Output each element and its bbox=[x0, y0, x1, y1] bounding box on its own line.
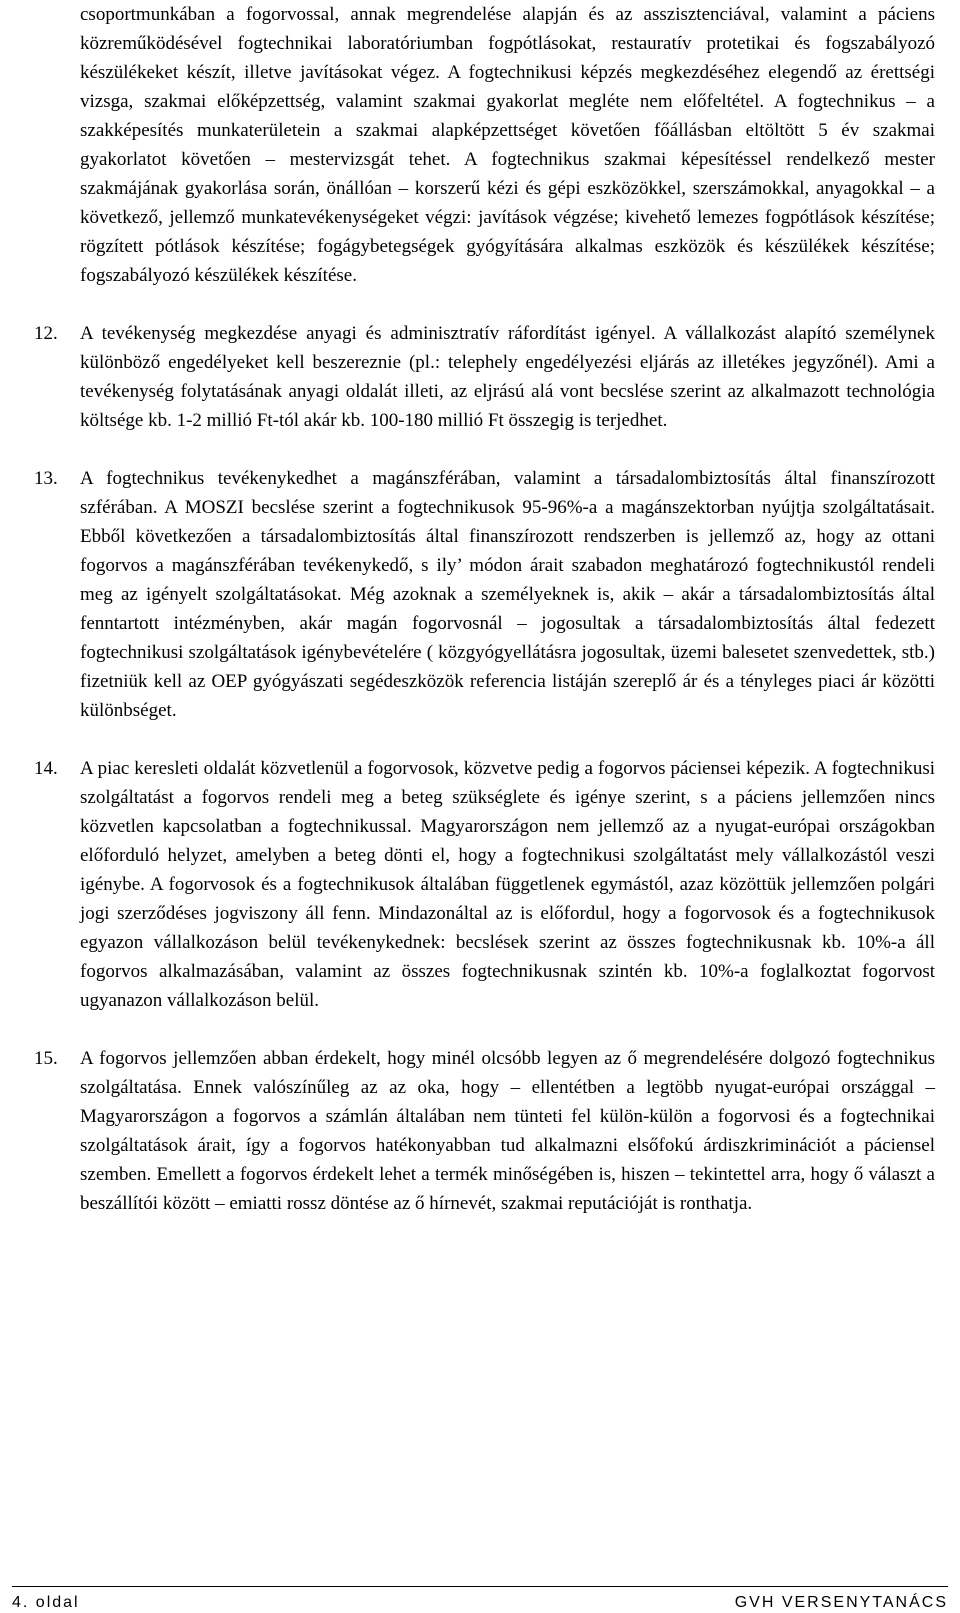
paragraph-number: 12. bbox=[34, 323, 58, 344]
numbered-paragraph-12 bbox=[34, 319, 935, 435]
intro-paragraph: csoportmunkában a fogorvossal, annak megrendelése alapján és az asszisztenciával, valamint a páciens közreműködésével fogtechnikai laboratóriumban fogpótlásokat, restauratív protetikai és fogszabályozó készülékeket készít, illetve javításokat végez. A fogtechnikusi képzés megkezdéséhez elegendő az érettségi vizsga, szakmai előképzettség, valamint szakmai gyakorlat megléte nem előfeltétel. A fogtechnikus – a szakképesítés munkaterületein a szakmai alapképzettséget követően főállásban eltöltött 5 év szakmai gyakorlatot követően – mestervizsgát tehet. A fogtechnikus szakmai képesítéssel rendelkező mester szakmájának gyakorlása során, önállóan – korszerű kézi és gépi eszközökkel, szerszámokkal, anyagokkal – a következő, jellemző munkatevékenységeket végzi: javítások végzése; kivehető lemezes fogpótlások készítése; rögzített pótlások készítése; fogágybetegségek gyógyítására alkalmas eszközök és készülékek készítése; fogszabályozó készülékek készítése. bbox=[80, 4, 935, 286]
numbered-paragraph-13 bbox=[34, 464, 935, 725]
paragraph-number: 15. bbox=[34, 1048, 58, 1069]
document-body bbox=[34, 0, 935, 1218]
paragraph-text: A piac keresleti oldalát közvetlenül a fogorvosok, közvetve pedig a fogorvos páciensei képezik. A fogtechnikusi szolgáltatást a fogorvos rendeli meg a beteg szükséglete és igénye szerint, s a páciens jellemzően nincs közvetlen kapcsolatban a fogtechnikussal. Magyarországon nem jellemző az a nyugat-európai országokban előforduló helyzet, amelyben a beteg dönti el, hogy a fogtechnikusi szolgáltatást mely vállalkozástól veszi igénybe. A fogorvosok és a fogtechnikusok általában függetlenek egymástól, azaz közöttük jellemzően polgári jogi szerződéses jogviszony áll fenn. Mindazonáltal az is előfordul, hogy a fogorvosok és a fogtechnikusok egyazon vállalkozáson belül tevékenykednek: becslések szerint az összes fogtechnikusnak kb. 10%-a áll fogorvos alkalmazásában, valamint az összes fogtechnikusnak szintén kb. 10%-a foglalkoztat fogorvost ugyanazon vállalkozáson belül. bbox=[80, 758, 935, 1011]
paragraph-text: A fogorvos jellemzően abban érdekelt, hogy minél olcsóbb legyen az ő megrendelésére dolgozó fogtechnikus szolgáltatása. Ennek valószínűleg az az oka, hogy – ellentétben a legtöbb nyugat-európai országgal – Magyarországon a fogorvos a számlán általában nem tünteti fel külön-külön a fogorvosi és a fogtechnikai szolgáltatások árait, így a fogorvos hatékonyabban tud alkalmazni elsőfokú árdiszkriminációt a páciensel szemben. Emellett a fogorvos érdekelt lehet a termék minőségében is, hiszen – tekintettel arra, hogy ő választ a beszállítói között – emiatti rossz döntése az ő hírnevét, szakmai reputációját is ronthatja. bbox=[80, 1048, 935, 1214]
paragraph-number: 13. bbox=[34, 468, 58, 489]
organization-name: GVH VERSENYTANÁCS bbox=[734, 1594, 948, 1611]
numbered-paragraph-14 bbox=[34, 754, 935, 1015]
numbered-paragraph-15 bbox=[34, 1044, 935, 1218]
paragraph-text: A fogtechnikus tevékenykedhet a magánszférában, valamint a társadalombiztosítás által finanszírozott szférában. A MOSZI becslése szerint a fogtechnikusok 95-96%-a a magánszektorban nyújtja szolgáltatásait. Ebből következően a társadalombiztosítás által finanszírozott rendszerben is jellemző az, hogy az ottani fogorvos a magánszférában tevékenykedő, s ily’ módon árait szabadon meghatározó fogtechnikustól rendeli meg az igényelt szolgáltatásokat. Még azoknak a személyeknek is, akik – akár a társadalombiztosítás által fenntartott intézményben, akár magán fogorvosnál – jogosultak a társadalombiztosítás által fedezett fogtechnikusi szolgáltatások igénybevételére ( közgyógyellátásra jogosultak, üzemi balesetet szenvedettek, stb.) fizetniük kell az OEP gyógyászati segédeszközök referencia listáján szereplő ár és a tényleges piaci ár közötti különbséget. bbox=[80, 468, 935, 721]
footer-divider bbox=[12, 1586, 948, 1587]
page-number: 4. oldal bbox=[12, 1594, 80, 1611]
paragraph-text: A tevékenység megkezdése anyagi és adminisztratív ráfordítást igényel. A vállalkozást alapító személynek különböző engedélyeket kell beszereznie (pl.: telephely engedélyezési eljárás az illetékes jegyzőnél). Ami a tevékenység folytatásának anyagi oldalát illeti, az eljrású alá vont becslése szerint az alkalmazott technológia költsége kb. 1-2 millió Ft-tól akár kb. 100-180 millió Ft összegig is terjedhet. bbox=[80, 323, 935, 431]
paragraph-number: 14. bbox=[34, 758, 58, 779]
page-footer bbox=[12, 1592, 948, 1613]
